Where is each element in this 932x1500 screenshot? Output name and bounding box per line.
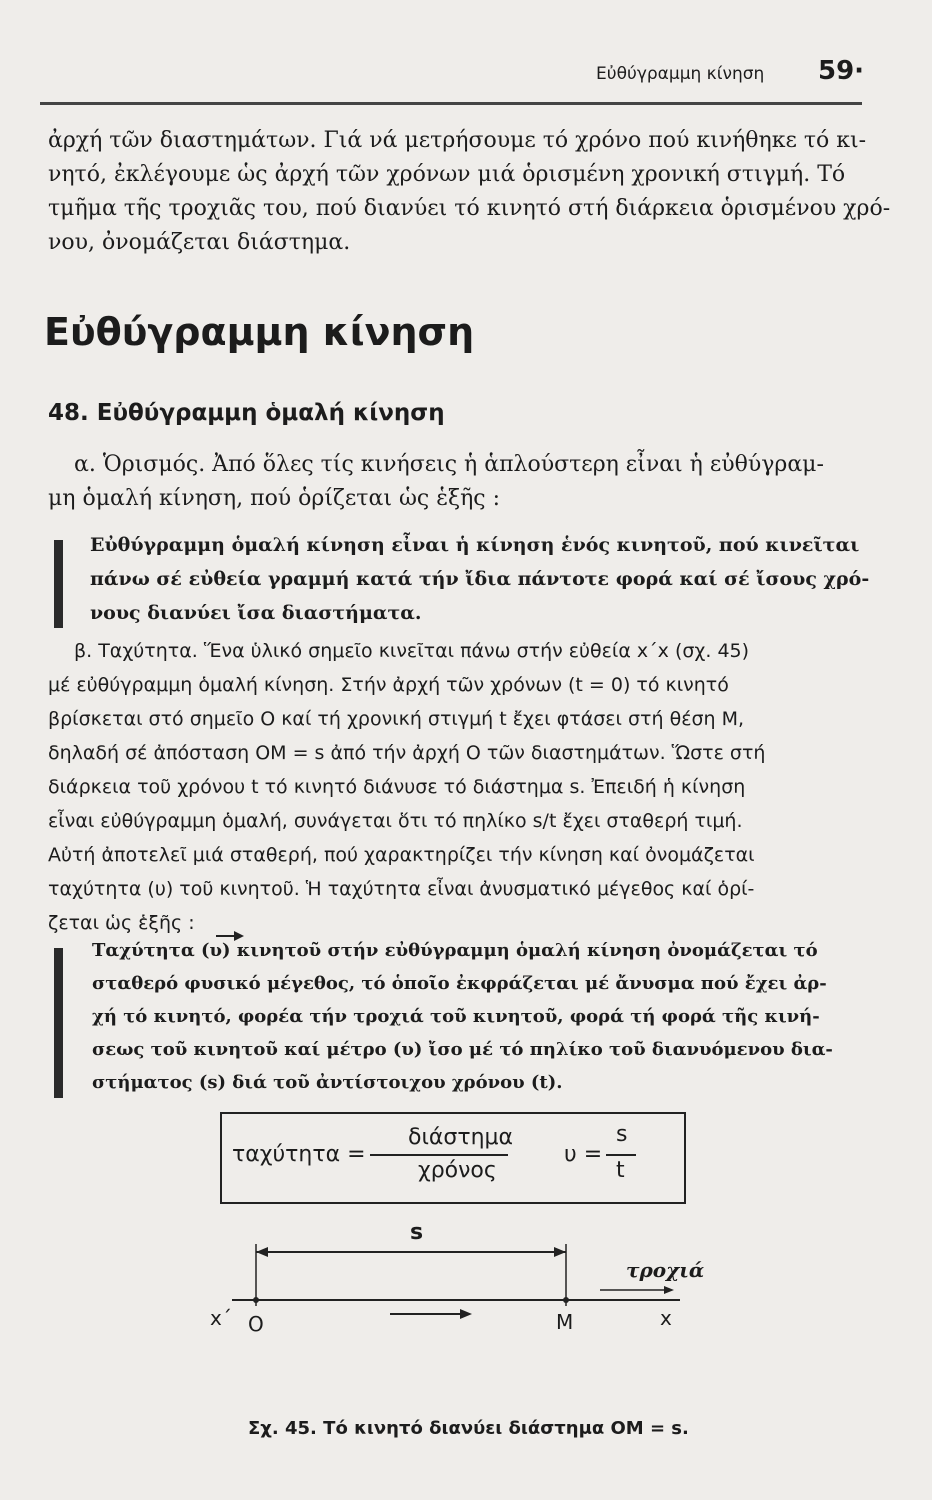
definition-box-line: πάνω σέ εὐθεία γραμμή κατά τήν ἴδια πάντοτε φορά καί σέ ἴσους χρό- <box>90 568 870 590</box>
figure-trajectory-label: τροχιά <box>626 1258 705 1282</box>
figure-caption: Σχ. 45. Τό κινητό διανύει διάστημα ΟΜ = s. <box>248 1418 689 1439</box>
velocity-box-line: σεως τοῦ κινητοῦ καί μέτρο (υ) ἴσο μέ τό πηλίκο τοῦ διανυόμενου δια- <box>92 1039 833 1060</box>
section-title: Εὐθύγραμμη κίνηση <box>44 310 475 354</box>
m-point <box>563 1297 569 1303</box>
velocity-box-line: στήματος (s) διά τοῦ ἀντίστοιχου χρόνου (t). <box>92 1072 563 1093</box>
velocity-formula-denominator: t <box>616 1158 625 1183</box>
velocity-line: β. Ταχύτητα. Ἕνα ὑλικό σημεῖο κινεῖται πάνω στήν εὐθεία x΄x (σχ. 45) <box>74 640 750 662</box>
velocity-line: βρίσκεται στό σημεῖο Ο καί τή χρονική στιγμή t ἔχει φτάσει στή θέση Μ, <box>48 708 745 730</box>
running-header: Εὐθύγραμμη κίνηση <box>596 64 765 84</box>
s-arrow-right <box>554 1247 566 1257</box>
s-arrow-left <box>256 1247 268 1257</box>
subsection-title: 48. Εὐθύγραμμη ὁμαλή κίνηση <box>48 400 445 426</box>
page-number: 59· <box>818 56 865 86</box>
intro-line: τμῆμα τῆς τροχιᾶς του, πού διανύει τό κινητό στή διάρκεια ὁρισμένου χρό- <box>48 196 891 221</box>
velocity-line: ζεται ὡς ἑξῆς : <box>48 912 195 934</box>
figure-x-label: x <box>660 1306 672 1330</box>
velocity-formula-numerator: s <box>616 1122 628 1147</box>
definition-box-line: Εὐθύγραμμη ὁμαλή κίνηση εἶναι ἡ κίνηση ἑνός κινητοῦ, πού κινεῖται <box>90 534 860 556</box>
figure-m-label: Μ <box>556 1310 574 1334</box>
velocity-box-line: Ταχύτητα (υ) κινητοῦ στήν εὐθύγραμμη ὁμαλή κίνηση ὀνομάζεται τό <box>92 940 818 961</box>
figure-x-prime: x΄ <box>210 1306 232 1330</box>
intro-line: νου, ὀνομάζεται διάστημα. <box>48 230 351 255</box>
trajectory-arrowhead <box>664 1286 674 1294</box>
velocity-line: μέ εὐθύγραμμη ὁμαλή κίνηση. Στήν ἀρχή τῶν χρόνων (t = 0) τό κινητό <box>48 674 729 696</box>
velocity-line: ταχύτητα (υ) τοῦ κινητοῦ. Ἡ ταχύτητα εἶναι ἀνυσματικό μέγεθος καί ὁρί- <box>48 878 755 900</box>
definition-line: μη ὁμαλή κίνηση, πού ὁρίζεται ὡς ἑξῆς : <box>48 486 501 511</box>
velocity-line: διάρκεια τοῦ χρόνου t τό κινητό διάνυσε τό διάστημα s. Ἐπειδή ἡ κίνηση <box>48 776 746 798</box>
formula-denominator: χρόνος <box>418 1158 497 1183</box>
velocity-line: εἶναι εὐθύγραμμη ὁμαλή, συνάγεται ὅτι τό πηλίκο s/t ἔχει σταθερή τιμή. <box>48 810 743 832</box>
definition-line: α. Ὁρισμός. Ἀπό ὅλες τίς κινήσεις ἡ ἁπλούστερη εἶναι ἡ εὐθύγραμ- <box>74 452 824 477</box>
velocity-line: δηλαδή σέ ἀπόσταση ΟΜ = s ἀπό τήν ἀρχή Ο τῶν διαστημάτων. Ὥστε στή <box>48 742 766 764</box>
formula-numerator: διάστημα <box>408 1125 514 1150</box>
formula-lhs: ταχύτητα = <box>232 1142 366 1167</box>
velocity-formula-lhs: υ = <box>564 1142 603 1167</box>
velocity-box-line: σταθερό φυσικό μέγεθος, τό ὁποῖο ἐκφράζεται μέ ἄνυσμα πού ἔχει ἀρ- <box>92 973 827 994</box>
velocity-box-line: χή τό κινητό, φορέα τήν τροχιά τοῦ κινητοῦ, φορά τή φορά τῆς κινή- <box>92 1006 820 1027</box>
figure-s-label: s <box>410 1220 424 1245</box>
intro-line: ἀρχή τῶν διαστημάτων. Γιά νά μετρήσουμε τό χρόνο πού κινήθηκε τό κι- <box>48 128 867 153</box>
origin-point <box>253 1297 259 1303</box>
velocity-line: Αὐτή ἀποτελεῖ μιά σταθερή, πού χαρακτηρίζει τήν κίνηση καί ὀνομάζεται <box>48 844 755 866</box>
direction-arrowhead <box>460 1309 472 1319</box>
intro-line: νητό, ἐκλέγουμε ὡς ἀρχή τῶν χρόνων μιά ὁρισμένη χρονική στιγμή. Τό <box>48 162 846 187</box>
figure-origin-label: Ο <box>248 1312 264 1336</box>
definition-box-line: νους διανύει ἴσα διαστήματα. <box>90 602 422 624</box>
